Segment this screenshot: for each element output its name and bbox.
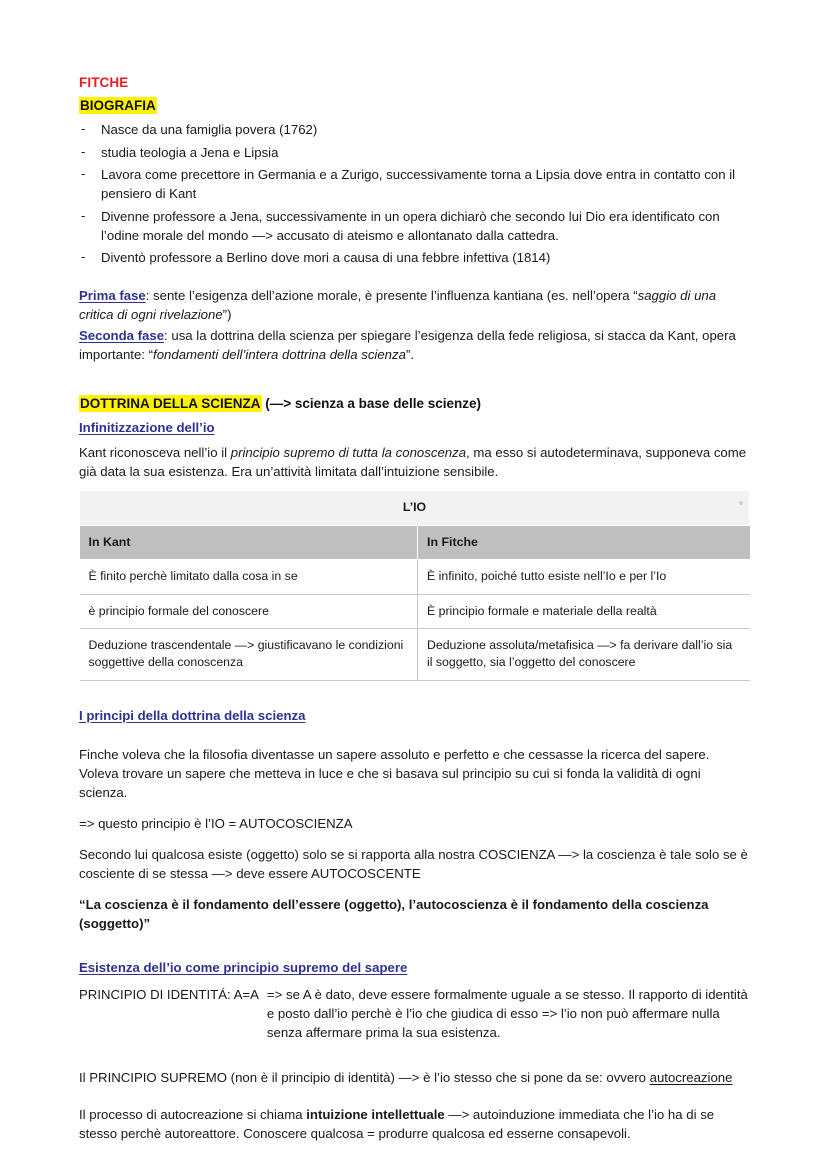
dottrina-heading-highlight: DOTTRINA DELLA SCIENZA <box>80 396 261 412</box>
column-header-in-kant: In Kant <box>80 525 418 560</box>
prima-fase-opera: saggio di una critica di ogni rivelazione <box>79 288 717 323</box>
spacer <box>79 731 750 745</box>
table-row <box>80 560 750 594</box>
table-row <box>80 594 750 628</box>
table-caption-label: L’IO <box>402 500 427 515</box>
subheading-esistenza: Esistenza dell’io come principio supremo del sapere <box>79 960 408 976</box>
table-row <box>80 629 750 681</box>
infinitizzazione-italic: principio supremo di tutta la conoscenza <box>230 445 467 461</box>
list-item <box>79 207 750 245</box>
table-caption-cell <box>80 491 750 525</box>
table-cell: È principio formale e materiale della realtà <box>418 594 750 628</box>
caption-artifact-icon <box>739 501 743 505</box>
seconda-fase-text-after: ”. <box>405 347 415 363</box>
subheading-infinitizzazione-wrap <box>79 419 750 440</box>
list-item <box>79 248 750 267</box>
principio-supremo-paragraph <box>79 1068 750 1087</box>
fasi-block <box>79 286 750 364</box>
spacer <box>79 945 750 959</box>
list-item <box>79 165 750 203</box>
spacer <box>79 681 750 707</box>
dash-bullet-icon: - <box>81 121 86 137</box>
seconda-fase-text-before: : usa la dottrina della scienza per spiegare l’esigenza della fede religiosa, si stacca da Kant, opera importante: “ <box>79 328 736 363</box>
principi-paragraph-3: Secondo lui qualcosa esiste (oggetto) solo se si rapporta alla nostra COSCIENZA —> la coscienza è tale solo se è cosciente di se stessa —> deve essere AUTOCOSCENTE <box>79 847 748 882</box>
spacer <box>79 1042 750 1068</box>
spacer <box>79 366 750 396</box>
principi-paragraph-2: => questo principio è l’IO = AUTOCOSCIENZA <box>79 816 353 832</box>
list-item-label: studia teologia a Jena e Lipsia <box>101 144 279 160</box>
prima-fase-line <box>79 286 750 324</box>
infinitizzazione-paragraph <box>79 443 750 481</box>
principio-identita-block <box>79 985 750 1042</box>
list-item <box>79 120 750 139</box>
column-header-in-fitche: In Fitche <box>418 525 750 560</box>
table-caption-row <box>80 491 750 525</box>
biografia-heading-text: BIOGRAFIA <box>80 98 156 114</box>
principi-paragraph-1: Finche voleva che la filosofia diventasse un sapere assoluto e perfetto e che cessasse la ricerca del sapere. Voleva trovare un sapere che metteva in luce e che si basava sul principio su cui si fonda la validità di ogni scienza. <box>79 747 710 801</box>
spacer <box>79 1091 750 1105</box>
table-cell: È infinito, poiché tutto esiste nell’Io e per l’Io <box>418 560 750 594</box>
principio-identita-text: => se A è dato, deve essere formalmente uguale a se stesso. Il rapporto di identità e posto dall’io perchè è l’io che giudica di esso => l’io non può affermare nulla senza affermare prima la sua esistenza. <box>266 986 748 1040</box>
table-cell: Deduzione trascendentale —> giustificavano le condizioni soggettive della conoscenza <box>80 629 418 681</box>
autocreazione-text-before: Il processo di autocreazione si chiama <box>79 1106 307 1122</box>
list-item-label: Divenne professore a Jena, successivamente in un opera dichiarò che secondo lui Dio era identificato con l’odine morale del mondo —> accusato di ateismo e allontanato dalla cattedra. <box>101 208 720 243</box>
dottrina-heading-rest: (—> scienza a base delle scienze) <box>261 396 481 412</box>
list-item-label: Diventò professore a Berlino dove mori a causa di una febbre infettiva (1814) <box>101 250 551 266</box>
autocreazione-paragraph <box>79 1105 750 1143</box>
table-cell: Deduzione assoluta/metafisica —> fa derivare dall’io sia il soggetto, sia l’oggetto del conoscere <box>418 629 750 681</box>
table-cell: È finito perchè limitato dalla cosa in se <box>80 560 418 594</box>
io-table-wrapper <box>79 490 750 681</box>
table-cell: è principio formale del conoscere <box>80 594 418 628</box>
page-title: FITCHE <box>79 75 129 90</box>
dash-bullet-icon: - <box>81 207 86 223</box>
dash-bullet-icon: - <box>81 143 86 159</box>
list-item-label: Nasce da una famiglia povera (1762) <box>101 122 318 138</box>
autocreazione-underlined: autocreazione <box>649 1069 733 1085</box>
subheading-principi-wrap <box>79 707 750 728</box>
subheading-infinitizzazione: Infinitizzazione dell’io <box>79 419 215 435</box>
subheading-esistenza-wrap <box>79 959 750 980</box>
prima-fase-text-after: ”) <box>222 307 232 323</box>
list-item-label: Lavora come precettore in Germania e a Zurigo, successivamente torna a Lipsia dove entra in contatto con il pensiero di Kant <box>101 167 736 202</box>
section-heading-dottrina <box>79 396 750 412</box>
seconda-fase-line <box>79 326 750 364</box>
autocreazione-text-after: —> autoinduzione immediata che l’io ha di se stesso perchè autoreattore. Conoscere qualcosa = produrre qualcosa ed esserne consapevoli. <box>79 1106 715 1141</box>
principio-supremo-text: Il PRINCIPIO SUPREMO (non è il principio di identità) —> è l’io stesso che si pone da se: ovvero <box>79 1069 650 1085</box>
dash-bullet-icon: - <box>81 166 86 182</box>
section-heading-biografia <box>79 98 750 114</box>
io-table <box>79 490 750 681</box>
seconda-fase-opera: fondamenti dell’intera dottrina della scienza <box>153 347 406 363</box>
seconda-fase-label: Seconda fase <box>79 328 165 344</box>
intuizione-intellettuale-bold: intuizione intellettuale <box>306 1106 445 1122</box>
biografia-list <box>79 120 750 267</box>
subheading-principi: I principi della dottrina della scienza <box>79 707 306 723</box>
principi-quote: “La coscienza è il fondamento dell’essere (oggetto), l’autocoscienza è il fondamento della coscienza (soggetto)” <box>79 897 709 932</box>
list-item <box>79 143 750 162</box>
prima-fase-label: Prima fase <box>79 288 146 304</box>
dash-bullet-icon: - <box>81 249 86 265</box>
principio-identita-label: PRINCIPIO DI IDENTITÁ: A=A <box>79 986 259 1002</box>
table-header-row <box>80 525 750 560</box>
prima-fase-text-before: : sente l’esigenza dell’azione morale, è presente l’influenza kantiana (es. nell’opera “ <box>145 288 638 304</box>
infinitizzazione-text-after: , ma esso si autodeterminava, supponeva come già data la sua esistenza. Era un’attività limitata dall’intuizione sensibile. <box>79 445 747 480</box>
infinitizzazione-text-before: Kant riconosceva nell’io il <box>79 445 231 461</box>
